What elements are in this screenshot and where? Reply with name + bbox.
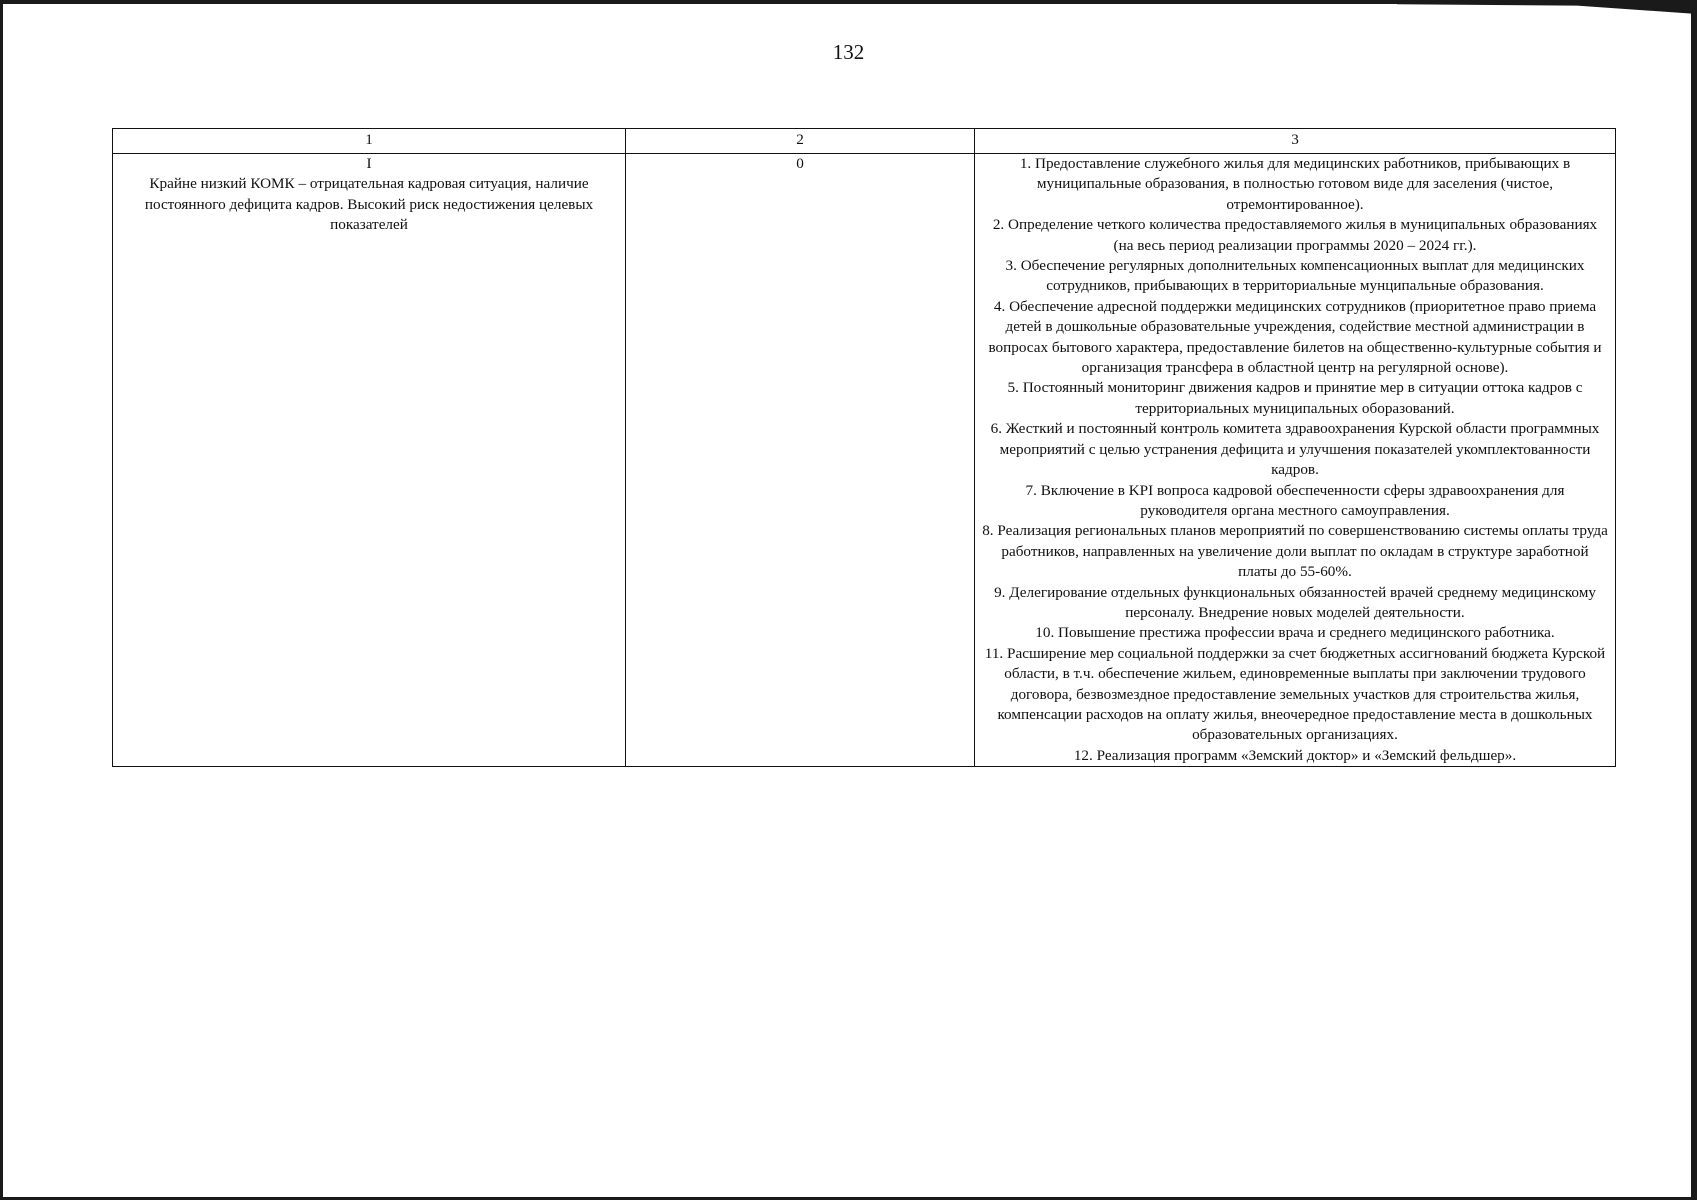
- measures-cell: [975, 154, 1616, 767]
- measure-item: 6. Жесткий и постоянный контроль комитета здравоохранения Курской области программных мероприятий с целью устранения дефицита и улучшения показателей укомплектованности кадров.: [990, 420, 1600, 479]
- measure-item: 5. Постоянный мониторинг движения кадров и принятие мер в ситуации оттока кадров с территориальных муниципальных оборазований.: [1007, 379, 1583, 417]
- value-label: 0: [796, 155, 804, 172]
- measure-item: 7. Включение в KPI вопроса кадровой обеспеченности сферы здравоохранения для руководителя органа местного самоуправления.: [1025, 481, 1565, 519]
- level-description: Крайне низкий КОМК – отрицательная кадровая ситуация, наличие постоянного дефицита кадров. Высокий риск недостижения целевых показателей: [144, 175, 594, 234]
- header-cell-1: 1: [113, 129, 626, 154]
- measure-item: 9. Делегирование отдельных функциональных обязанностей врачей среднему медицинскому персоналу. Внедрение новых моделей деятельности.: [994, 583, 1596, 621]
- value-cell: [626, 154, 975, 767]
- measure-item: 10. Повышение престижа профессии врача и среднего медицинского работника.: [1035, 624, 1555, 642]
- scan-border-top-right: [1397, 0, 1697, 14]
- scan-border-right: [1691, 0, 1697, 1200]
- measure-item: 1. Предоставление служебного жилья для медицинских работников, прибывающих в муниципальные образования, в полностью готовом виде для заселения (чистое, отремонтированное).: [1019, 155, 1571, 213]
- table-row: [113, 154, 1616, 767]
- page-number: 132: [832, 40, 865, 64]
- measure-item: 12. Реализация программ «Земский доктор» и «Земский фельдшер».: [1073, 746, 1517, 764]
- level-label: I: [366, 155, 372, 172]
- measure-item: 3. Обеспечение регулярных дополнительных компенсационных выплат для медицинских сотрудников, прибывающих в территориальные мунципальные образования.: [1005, 257, 1585, 295]
- measure-item: 4. Обеспечение адресной поддержки медицинских сотрудников (приоритетное право приема детей в дошкольные образовательные учреждения, содействие местной администрации в вопросах бытового характера, предоставление билетов на общественно-культурные события и организация трансфера в областной центр на регулярной основе).: [988, 297, 1602, 377]
- header-cell-2: 2: [626, 129, 975, 154]
- measures-table: [112, 128, 1616, 767]
- measure-item: 8. Реализация региональных планов мероприятий по совершенствованию системы оплаты труда работников, направленных на увеличение доли выплат по окладам в структуре заработной платы до 55-60%.: [982, 522, 1608, 581]
- measure-item: 11. Расширение мер социальной поддержки за счет бюджетных ассигнований бюджета Курской области, в т.ч. обеспечение жильем, единовременные выплаты при заключении трудового договора, безвозмездное предоставление земельных участков для строительства жилья, компенсации расходов на оплату жилья, внеочередное предоставление места в дошкольных образовательных организациях.: [984, 644, 1606, 744]
- scan-border-left: [0, 0, 3, 1200]
- level-cell: [113, 154, 626, 767]
- table-header-row: [113, 129, 1616, 154]
- header-cell-3: 3: [975, 129, 1616, 154]
- measure-item: 2. Определение четкого количества предоставляемого жилья в муниципальных образованиях (на весь период реализации программы 2020 – 2024 гг.).: [992, 216, 1598, 254]
